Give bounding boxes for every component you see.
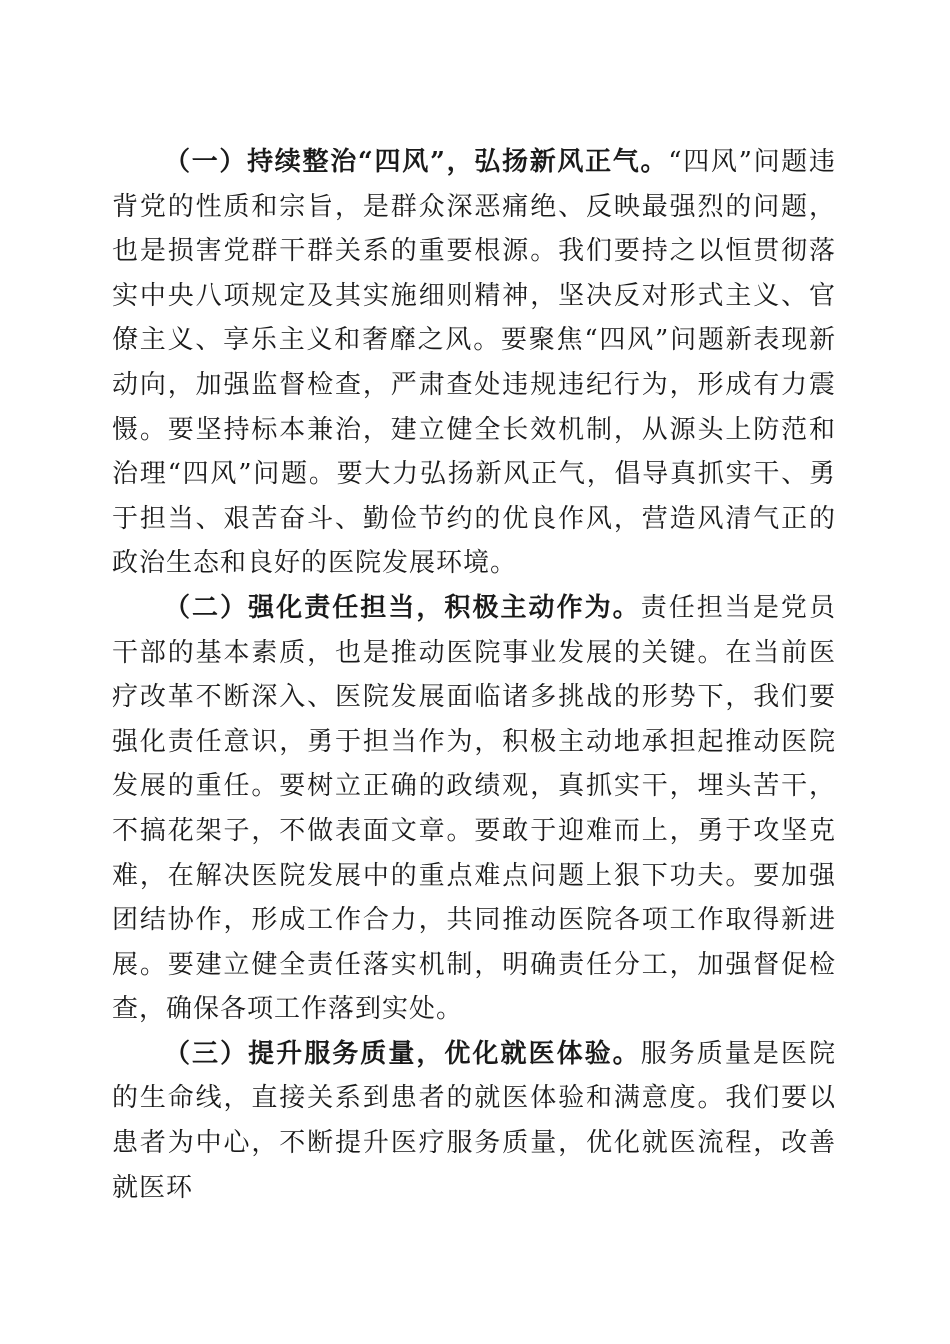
document-body	[112, 140, 836, 1210]
paragraph-3-body: 服务质量是医院的生命线，直接关系到患者的就医体验和满意度。我们要以患者为中心，不断提升医疗服务质量，优化就医流程，改善就医环	[112, 1038, 836, 1203]
paragraph-2-heading: （二）强化责任担当，积极主动作为。	[164, 592, 641, 623]
paragraph-2-body: 责任担当是党员干部的基本素质，也是推动医院事业发展的关键。在当前医疗改革不断深入、医院发展面临诸多挑战的形势下，我们要强化责任意识，勇于担当作为，积极主动地承担起推动医院发展的重任。要树立正确的政绩观，真抓实干，埋头苦干，不搞花架子，不做表面文章。要敢于迎难而上，勇于攻坚克难，在解决医院发展中的重点难点问题上狠下功夫。要加强团结协作，形成工作合力，共同推动医院各项工作取得新进展。要建立健全责任落实机制，明确责任分工，加强督促检查，确保各项工作落到实处。	[112, 592, 836, 1025]
paragraph-2	[112, 586, 836, 1032]
paragraph-1	[112, 140, 836, 586]
paragraph-1-heading: （一）持续整治“四风”，弘扬新风正气。	[164, 147, 669, 177]
paragraph-3	[112, 1032, 836, 1210]
paragraph-3-heading: （三）提升服务质量，优化就医体验。	[164, 1038, 641, 1069]
paragraph-1-body: “四风”问题违背党的性质和宗旨，是群众深恶痛绝、反映最强烈的问题，也是损害党群干群关系的重要根源。我们要持之以恒贯彻落实中央八项规定及其实施细则精神，坚决反对形式主义、官僚主义、享乐主义和奢靡之风。要聚焦“四风”问题新表现新动向，加强监督检查，严肃查处违规违纪行为，形成有力震慑。要坚持标本兼治，建立健全长效机制，从源头上防范和治理“四风”问题。要大力弘扬新风正气，倡导真抓实干、勇于担当、艰苦奋斗、勤俭节约的优良作风，营造风清气正的政治生态和良好的医院发展环境。	[112, 147, 836, 579]
